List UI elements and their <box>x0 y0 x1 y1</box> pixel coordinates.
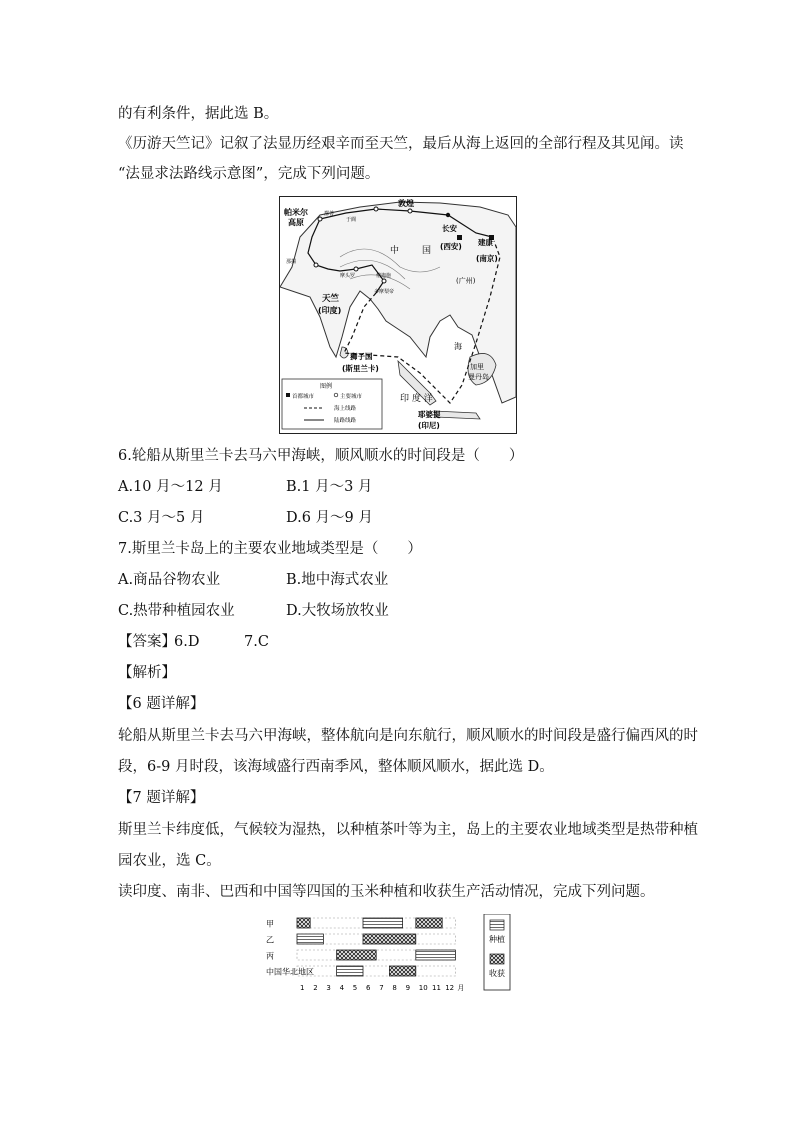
label-city-6: 多摩梨帝 <box>374 289 395 295</box>
label-srilanka: (斯里兰卡) <box>342 364 379 373</box>
month-tick-label: 1 <box>300 984 305 992</box>
label-pamir: 帕米尔 <box>284 208 308 217</box>
q7-option-d: D.大牧场放牧业 <box>286 603 389 619</box>
q6-option-c: C.3 月～5 月 <box>118 510 205 526</box>
harvest-bar <box>416 918 442 928</box>
map-legend <box>282 379 382 429</box>
legend-sea-route: 海上线路 <box>334 406 357 412</box>
legend-land-route: 陆路线路 <box>334 418 357 424</box>
detail7-line1: 斯里兰卡纬度低，气候较为湿热，以种植茶叶等为主，岛上的主要农业地域类型是热带种植 <box>118 822 698 838</box>
q6-stem: 6.轮船从斯里兰卡去马六甲海峡，顺风顺水的时间段是（ ） <box>118 448 524 464</box>
detail6-label: 【6 题详解】 <box>118 696 205 712</box>
legend-city: 主要城市 <box>340 394 363 400</box>
detail7-line2: 园农业，选 C。 <box>118 853 221 869</box>
month-unit-label: 月 <box>457 984 465 992</box>
label-kalimantan2: 曼丹岛 <box>468 373 489 381</box>
legend-title: 图例 <box>320 383 333 390</box>
harvest-bar <box>363 934 416 944</box>
label-city-5: 僧迦施 <box>376 273 392 279</box>
month-tick-label: 11 <box>432 984 441 992</box>
month-tick-label: 9 <box>405 984 411 992</box>
passage1-line2: “法显求法路线示意图”，完成下列问题。 <box>118 166 380 182</box>
label-city-4: 摩头罗 <box>340 273 356 279</box>
corn-legend <box>484 914 510 990</box>
legend-harvest-label: 收获 <box>489 969 505 978</box>
route-map <box>279 196 517 434</box>
detail6-line2: 段，6-9 月时段，该海域盛行西南季风，整体顺风顺水，据此选 D。 <box>118 759 554 775</box>
row-label: 乙 <box>266 935 274 945</box>
label-city-1: 鄯善 <box>324 211 335 217</box>
detail6-line1: 轮船从斯里兰卡去马六甲海峡，整体航向是向东航行，顺风顺水的时间段是盛行偏西风的时 <box>118 728 698 744</box>
passage2: 读印度、南非、巴西和中国等四国的玉米种植和收获生产活动情况，完成下列问题。 <box>118 884 655 900</box>
month-tick-label: 12 <box>445 984 455 992</box>
passage1-line1: 《历游天竺记》记叙了法显历经艰辛而至天竺，最后从海上返回的全部行程及其见闻。读 <box>118 136 684 152</box>
q7-option-c: C.热带种植园农业 <box>118 603 235 619</box>
q6-option-b: B.1 月～3 月 <box>286 479 373 495</box>
legend-plant-swatch <box>490 920 504 930</box>
intro-tail-text: 的有利条件，据此选 B。 <box>118 106 279 122</box>
harvest-bar <box>297 918 310 928</box>
label-yinduyang: 印 度 洋 <box>400 394 433 404</box>
route-map-svg <box>280 197 516 433</box>
month-tick-label: 4 <box>339 984 345 992</box>
legend-harvest-swatch <box>490 954 504 964</box>
label-city-2: 于阗 <box>346 217 357 223</box>
row-label: 丙 <box>266 951 274 961</box>
label-shizi: 狮子国 <box>350 352 373 361</box>
label-xian: (西安) <box>440 242 462 251</box>
planting-bar <box>363 918 403 928</box>
corn-calendar-chart <box>262 914 512 1010</box>
answer-6: 6.D <box>174 634 200 650</box>
legend-plant-label: 种植 <box>489 935 505 944</box>
analysis-label: 【解析】 <box>118 665 176 681</box>
label-hai: 海 <box>454 342 462 351</box>
row-label: 甲 <box>266 919 274 929</box>
month-tick-label: 6 <box>366 984 371 992</box>
label-plateau: 高原 <box>288 218 304 227</box>
label-dunhuang: 敦煌 <box>398 199 414 208</box>
q6-option-a: A.10 月～12 月 <box>118 479 223 495</box>
month-tick-label: 7 <box>379 984 384 992</box>
month-tick-label: 2 <box>313 984 318 992</box>
planting-bar <box>337 966 363 976</box>
harvest-bar <box>337 950 377 960</box>
label-changan: 长安 <box>442 224 457 233</box>
q7-option-a: A.商品谷物农业 <box>118 572 221 588</box>
label-nanjing: (南京) <box>476 254 498 263</box>
label-guangzhou: (广州) <box>456 277 476 285</box>
planting-bar <box>297 934 323 944</box>
harvest-bar <box>389 966 415 976</box>
q6-option-d: D.6 月～9 月 <box>286 510 373 526</box>
label-yepoti: 耶婆提 <box>418 410 441 419</box>
q7-stem: 7.斯里兰卡岛上的主要农业地域类型是（ ） <box>118 541 422 557</box>
label-city-3: 那揭 <box>286 259 297 265</box>
label-kalimantan1: 加里 <box>470 363 484 371</box>
legend-capital: 首都城市 <box>292 394 315 400</box>
q7-option-b: B.地中海式农业 <box>286 572 389 588</box>
label-guo: 国 <box>422 246 432 256</box>
month-tick-label: 5 <box>352 984 358 992</box>
label-jianye: 建康 <box>478 238 493 247</box>
month-tick-label: 8 <box>392 984 397 992</box>
label-tianzhu: 天竺 <box>322 294 340 304</box>
detail7-label: 【7 题详解】 <box>118 790 205 806</box>
label-zhong: 中 <box>390 246 400 256</box>
answer-7: 7.C <box>244 634 269 650</box>
row-label: 中国华北地区 <box>266 967 314 977</box>
label-yindu: (印度) <box>318 306 342 315</box>
row-track <box>297 966 455 976</box>
month-tick-label: 3 <box>326 984 331 992</box>
month-tick-label: 10 <box>418 984 428 992</box>
label-yinni: (印尼) <box>418 421 440 430</box>
answer-label: 【答案】 <box>118 634 176 650</box>
planting-bar <box>416 950 456 960</box>
corn-calendar-svg <box>262 914 512 1010</box>
